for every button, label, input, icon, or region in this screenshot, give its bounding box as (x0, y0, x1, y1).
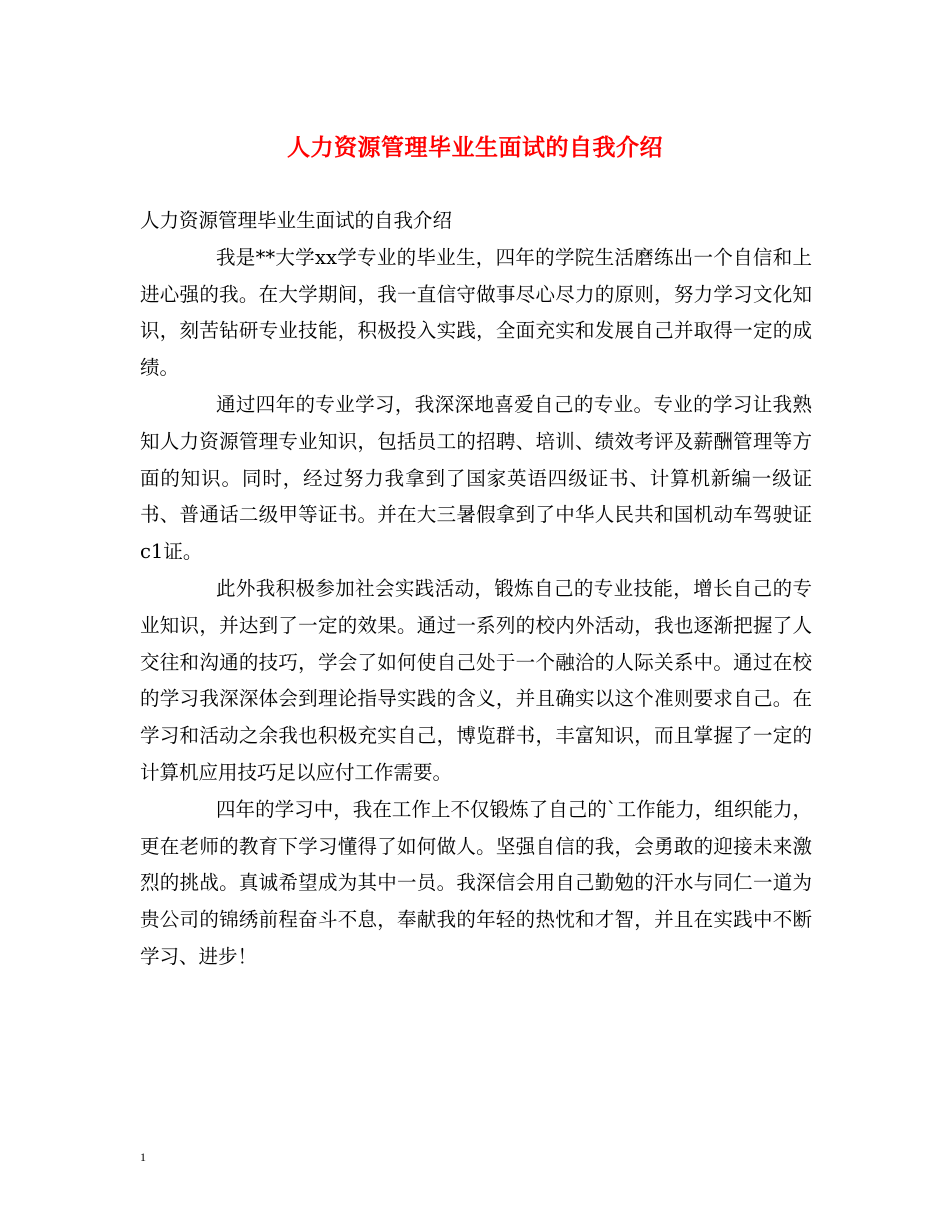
document-title: 人力资源管理毕业生面试的自我介绍 (287, 134, 663, 161)
document-subtitle: 人力资源管理毕业生面试的自我介绍 (140, 209, 453, 232)
paragraph-intro: 我是**大学xx学专业的毕业生，四年的学院生活磨练出一个自信和上进心强的我。在大学期间，我一直信守做事尽心尽力的原则，努力学习文化知识，刻苦钻研专业技能，积极投入实践，全面充实和发展自己并取得一定的成绩。 (140, 245, 812, 380)
document-body (140, 203, 812, 976)
paragraph-study: 通过四年的专业学习，我深深地喜爱自己的专业。专业的学习让我熟知人力资源管理专业知识，包括员工的招聘、培训、绩效考评及薪酬管理等方面的知识。同时，经过努力我拿到了国家英语四级证书、计算机新编一级证书、普通话二级甲等证书。并在大三暑假拿到了中华人民共和国机动车驾驶证c1证。 (140, 392, 812, 564)
paragraph-practice: 此外我积极参加社会实践活动，锻炼自己的专业技能，增长自己的专业知识，并达到了一定的效果。通过一系列的校内外活动，我也逐渐把握了人交往和沟通的技巧，学会了如何使自己处于一个融洽的人际关系中。通过在校的学习我深深体会到理论指导实践的含义，并且确实以这个准则要求自己。在学习和活动之余我也积极充实自己，博览群书，丰富知识，而且掌握了一定的计算机应用技巧足以应付工作需要。 (140, 576, 812, 784)
paragraph-closing: 四年的学习中，我在工作上不仅锻炼了自己的`工作能力，组织能力，更在老师的教育下学习懂得了如何做人。坚强自信的我，会勇敢的迎接未来激烈的挑战。真诚希望成为其中一员。我深信会用自己勤勉的汗水与同仁一道为贵公司的锦绣前程奋斗不息，奉献我的年轻的热忱和才智，并且在实践中不断学习、进步！ (140, 797, 812, 968)
page-number: 1 (140, 1150, 146, 1164)
